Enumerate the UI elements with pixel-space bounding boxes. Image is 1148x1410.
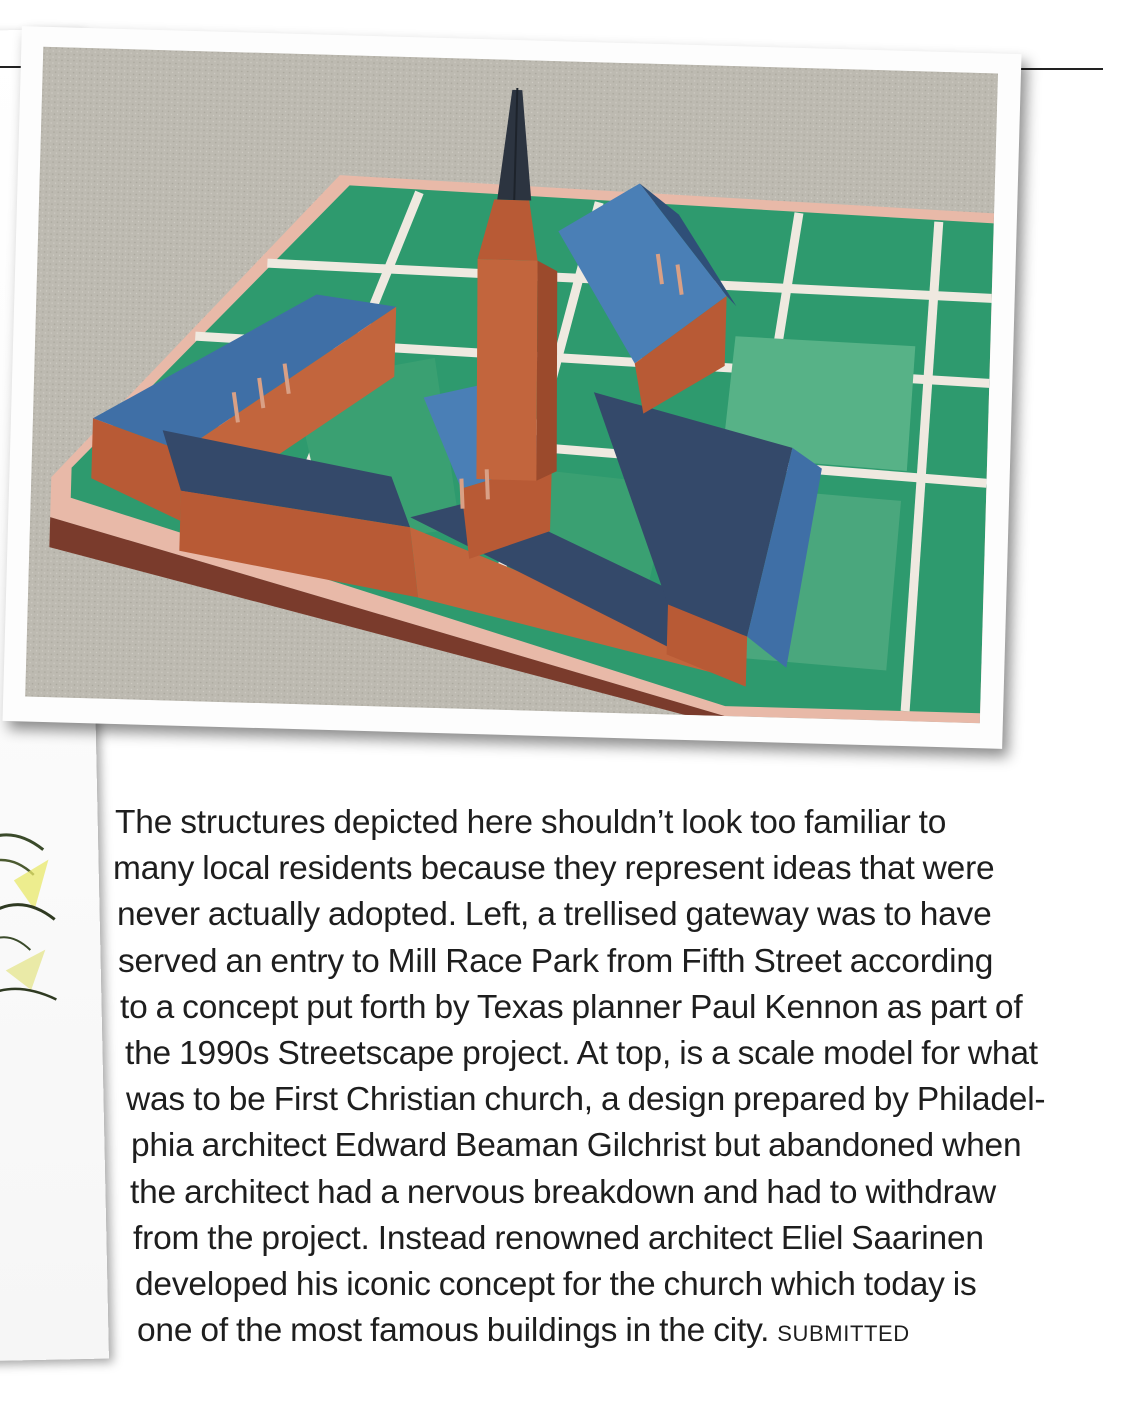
caption-line: many local residents because they represent ideas that were <box>113 850 995 888</box>
photo-credit: SUBMITTED <box>777 1321 910 1347</box>
caption-line: from the project. Instead renowned architect Eliel Saarinen <box>133 1219 984 1257</box>
caption-line: The structures depicted here shouldn’t look too familiar to <box>115 804 947 841</box>
caption-line-last <box>137 1308 1115 1357</box>
trellis-gateway-sketch <box>0 819 67 1011</box>
caption-line: to a concept put forth by Texas planner Paul Kennon as part of <box>120 988 1023 1026</box>
caption-line: was to be First Christian church, a design prepared by Philadel- <box>126 1081 1046 1119</box>
caption-line: one of the most famous buildings in the city. <box>137 1312 770 1350</box>
caption-line: never actually adopted. Left, a trellised gateway was to have <box>117 896 992 934</box>
photo-print <box>2 26 1021 749</box>
caption-line: served an entry to Mill Race Park from Fifth Street according <box>118 942 994 980</box>
church-scale-model-photo <box>25 47 998 723</box>
church-model-illustration <box>25 47 998 723</box>
caption-line: the architect had a nervous breakdown and had to withdraw <box>130 1173 997 1211</box>
caption-line: phia architect Edward Beaman Gilchrist but abandoned when <box>131 1127 1022 1165</box>
caption-line: developed his iconic concept for the church which today is <box>135 1266 977 1304</box>
photo-caption <box>115 800 1115 1357</box>
caption-line: the 1990s Streetscape project. At top, is a scale model for what <box>125 1035 1038 1073</box>
